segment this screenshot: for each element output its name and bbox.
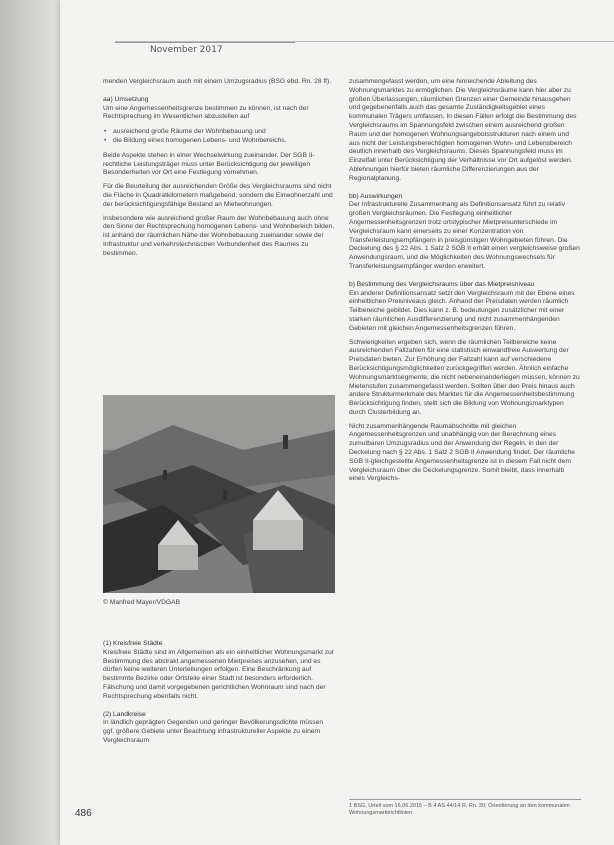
heading-auswirkungen: bb) Auswirkungen xyxy=(349,192,403,200)
photo-credit: © Manfred Mayer/VDGAB xyxy=(103,599,181,606)
bullet-item: • die Bildung eines homogenen Lebens- und Wohnbereichs. xyxy=(113,137,335,146)
right-column xyxy=(349,78,581,489)
left-column xyxy=(103,78,335,264)
page-number: 486 xyxy=(75,808,92,819)
right-para-2: Der Infrastrukturelle Zusammenhang als Definitionsansatz führt zu relativ großen Vergleichsräumen. Die Festlegung einheitlicher Angemessenheitsgrenzen trotz ortstypischer Mietpreisunterschiede im Vergleichsraum kann einerseits zu einer Konzentration von Transferleistungsempfängern in preisgünstigen Wohngebieten führen. Die Deckelung des § 22 Abs. 1 Satz 2 SGB II erhält einen vergleichsweise großen Anwendungsraum, und die Möglichkeiten des Wohnungswechsels für Transferleistungsempfänger werden erweitert. xyxy=(349,201,580,270)
heading-kreisfreie-staedte: (1) Kreisfreie Städte xyxy=(103,640,163,647)
right-para-4: Schwierigkeiten ergeben sich, wenn die räumlichen Teilbereiche keine ausreichenden Fallzahlen für eine statistisch einwandfreie Auswertung der Preisdaten bieten. Zur Erhöhung der Fallzahl kann auf verschiedene Berücksichtigungsmöglichkeiten zurückgegriffen werden. Ähnlich einfache Wohnungsmarktsegmente, die nicht nebeneinanderliegen müssen, können zu Mietenstufen zusammengefasst werden. Sollten über den Preis hinaus auch andere Strukturmerkmale des Marktes für die Angemessenheitsbestimmung Berücksichtigung finden, stellt sich die Bildung von Wohnungsmarktypen durch Clusterbildung an. xyxy=(349,338,580,416)
page-header xyxy=(115,42,295,55)
footnote: 1 BSG, Urteil vom 16.06.2015 – B 4 AS 44/14 R, Rn. 30; Orientierung an den kommunalen Wohnungsmarktrichtlinien. xyxy=(349,799,581,817)
bullet-item: • ausreichend große Räume der Wohnbebauung und xyxy=(113,128,335,137)
left-para-a: Um eine Angemessenheitsgrenze bestimmen zu können, ist nach der Rechtsprechung im Wesentlichen abzustellen auf xyxy=(103,104,309,121)
heading-landkreise: (2) Landkreise xyxy=(103,710,146,718)
rooftops-photo xyxy=(103,395,335,593)
left-para-d: Insbesondere wie ausreichend großer Raum der Wohnbebauung auch ohne den Sinne der Rechtsprechung homogenen Lebens- und Wohnbereich bilden, ist anhand der räumlichen Nähe der Wohnbebauung zueinander sowie der Infrastruktur und verkehrstechnischen Verbundenheit des Raumes zu bestimmen. xyxy=(103,214,335,257)
left-para-2: In ländlich geprägten Gegenden und geringer Bevölkerungsdichte müssen ggf. größere Gebiete unter Beachtung infrastruktureller Aspekte zu einem Vergleichsraum xyxy=(103,719,324,744)
header-date: November 2017 xyxy=(150,45,223,55)
left-column-lower xyxy=(103,640,335,751)
scan-left-margin xyxy=(0,0,60,845)
bullet-list xyxy=(103,128,335,146)
left-para-1: Kreisfreie Städte sind im Allgemeinen als ein einheitlicher Wohnungsmarkt zur Bestimmung des abstrakt angemessenen Mietpreises anzusehen, und es dürfen keine weiteren Unterteilungen erfolgen. Eine Beschränkung auf bestimmte Bezirke oder Ortsteile einer Stadt ist besonders erforderlich. Fälschung und damit vorgegebenen gerichtlichen Wohnraum sind nach der Rechtsprechung ebenfalls nicht. xyxy=(103,648,335,700)
right-para-5: Nicht zusammenhängende Raumabschnitte mit gleichen Angemessenheitsgrenzen und unabhängig von der Berechnung eines zumutbaren Umzugsradius und der Anwendung der Regeln, in den der Deckelung nach § 22 Abs. 1 Satz 2 SGB II Anwendung findet. Der räumliche SGB II-gleichgestellte Angemessenheitsgrenze ist in diesem Fall nicht dem Vergleichsraum über die Deckelungsgrenze. Somit bleibt, dass innerhalb eines Vergleichs- xyxy=(349,422,576,483)
right-para-1: zusammengefasst werden, um eine hinreichende Ableitung des Wohnungsmarktes zu ermöglichen. Die Vergleichsräume kann hier aber zu großen Überlassungen, räumlichen Grenzen einer Gemeinde hinausgehen und gegebenenfalls auch das gesamte Zuständigkeitsgebiet eines kommunalen Trägers umfassen. In diesen Fällen erfolgt die Bestimmung des Vergleichsraums im Spannungsfeld zwischen einem ausreichend großen Raum und der homogenen Wohnungsangebotsstrukturen nach einem und aus nicht der Leistungsberechtigten homogenen Wohn- und Lebensbereich deutlich innerhalb des Vergleichsraums. Dieses Spannungsfeld muss im Einzelfall unter Berücksichtigung der Verhältnisse vor Ort aufgelöst werden. Ablehnungen hierfür bieten räumliche Differenzierungen aus der Regionalplanung. xyxy=(349,78,577,182)
right-para-3: Ein anderer Definitionsansatz setzt den Vergleichsraum mit der Ebene eines einheitlichen Preisniveaus gleich. Anhand der Preisdaten werden räumlich Teilbereiche gebildet. Dies kann z. B. bedeutungen zusätzlicher mit einer starken räumlichen Ausdifferenzierung und nicht zusammenhängenden Gebieten mit gleichen Angemessenheitsgrenzen führen. xyxy=(349,289,575,332)
rooftops-photo-drawing xyxy=(103,395,335,593)
heading-umsetzung: aa) Umsetzung xyxy=(103,95,149,103)
left-para-b: Beide Aspekte stehen in einer Wechselwirkung zueinander. Der SGB II-rechtliche Leistungsträger muss unter Berücksichtigung der jeweiligen Besonderheiten vor Ort eine Festlegung vornehmen. xyxy=(103,151,315,177)
left-intro: menden Vergleichsraum auch mit einem Umzugsradius (BSG ebd. Rn. 28 ff). xyxy=(103,78,332,85)
heading-mietpreisniveau: b) Bestimmung des Vergleichsraums über das Mietpreisniveau xyxy=(349,280,535,288)
left-para-c: Für die Beurteilung der ausreichenden Größe des Vergleichsraums sind nicht die Fläche in Quadratkilometern maßgebend, sondern die Einwohnerzahl und der berücksichtigungsfähige Bestand an Mietwohnungen. xyxy=(103,183,333,208)
